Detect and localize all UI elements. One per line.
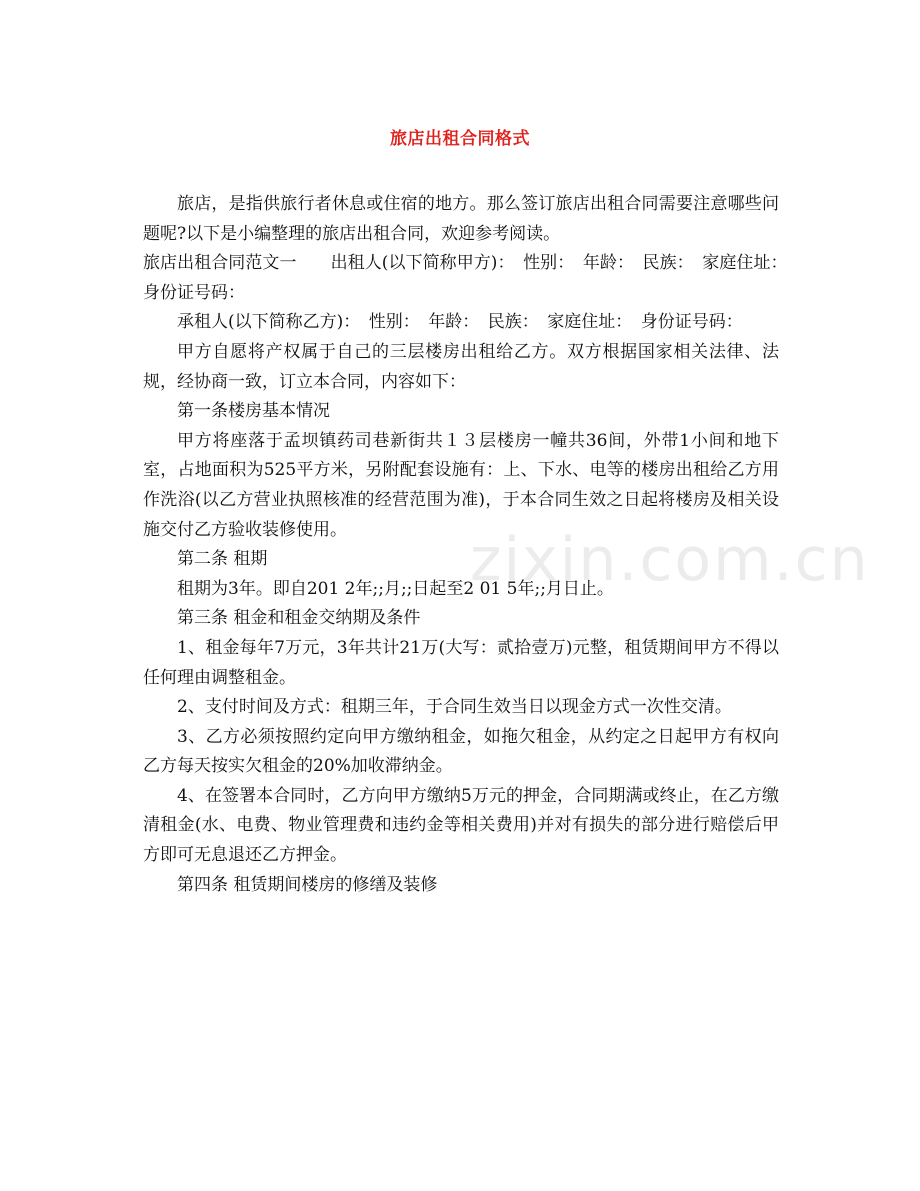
paragraph-property: 甲方将座落于孟坝镇药司巷新街共１３层楼房一幢共36间，外带1小间和地下室，占地面积为525平方米，另附配套设施有：上、下水、电等的楼房出租给乙方用作洗浴(以乙方营业执照核准的经营范围为准)，于本合同生效之日起将楼房及相关设施交付乙方验收装修使用。 xyxy=(143,430,779,540)
section-heading-3: 第三条 租金和租金交纳期及条件 xyxy=(177,608,421,629)
paragraph-rent-1: 1、租金每年7万元，3年共计21万(大写：贰拾壹万)元整，租赁期间甲方不得以任何理由调整租金。 xyxy=(143,637,779,688)
paragraph-rent-4: 4、在签署本合同时，乙方向甲方缴纳5万元的押金，合同期满或终止，在乙方缴清租金(水、电费、物业管理费和违约金等相关费用)并对有损失的部分进行赔偿后甲方即可无息退还乙方押金。 xyxy=(143,785,779,866)
paragraph-intro: 旅店，是指供旅行者休息或住宿的地方。那么签订旅店出租合同需要注意哪些问题呢?以下是小编整理的旅店出租合同，欢迎参考阅读。 xyxy=(143,194,779,244)
watermark: zixin.com.cn xyxy=(470,525,870,595)
paragraph-rent-3: 3、乙方必须按照约定向甲方缴纳租金，如拖欠租金，从约定之日起甲方有权向乙方每天按实欠租金的20%加收滞纳金。 xyxy=(143,726,779,777)
document-title: 旅店出租合同格式 xyxy=(390,129,530,149)
section-heading-1: 第一条楼房基本情况 xyxy=(177,401,330,422)
paragraph-term: 租期为3年。即自201 2年;;月;;日起至2 01 5年;;月日止。 xyxy=(177,578,614,599)
paragraph-lessee: 承租人(以下简称乙方)： 性别： 年龄： 民族： 家庭住址： 身份证号码： xyxy=(177,312,743,333)
paragraph-rent-2: 2、支付时间及方式：租期三年，于合同生效当日以现金方式一次性交清。 xyxy=(177,697,732,718)
document-body xyxy=(143,190,796,900)
paragraph-lessor: 旅店出租合同范文一 出租人(以下简称甲方)： 性别： 年龄： 民族： 家庭住址： 身份证号码： xyxy=(143,253,796,303)
paragraph-agreement: 甲方自愿将产权属于自己的三层楼房出租给乙方。双方根据国家相关法律、法规，经协商一致，订立本合同，内容如下： xyxy=(143,341,779,392)
section-heading-4: 第四条 租赁期间楼房的修缮及装修 xyxy=(177,874,438,895)
section-heading-2: 第二条 租期 xyxy=(177,549,268,570)
